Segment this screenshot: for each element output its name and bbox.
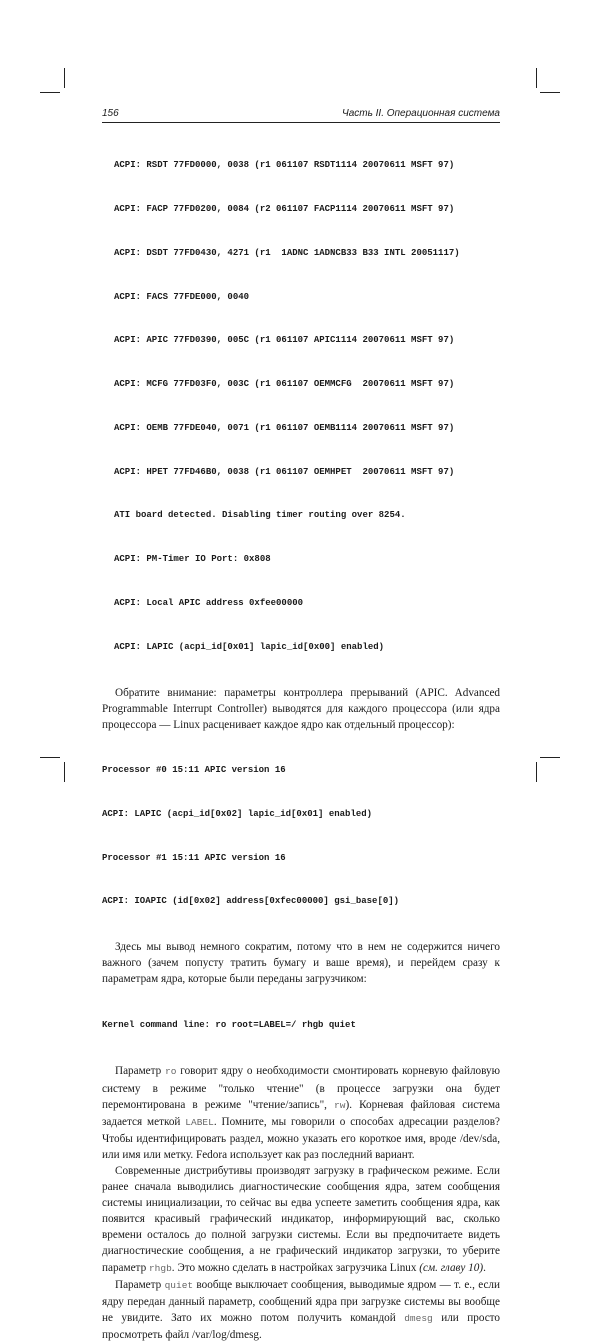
code-line: ACPI: LAPIC (acpi_id[0x02] lapic_id[0x01] enabled) (102, 808, 373, 819)
crop-mark (40, 92, 60, 93)
page-body (102, 129, 500, 1343)
code-line: ACPI: MCFG 77FD03F0, 003C (r1 061107 OEMMCFG 20070611 MSFT 97) (114, 379, 455, 390)
code-listing-processors (102, 734, 500, 938)
inline-code: dmesg (404, 1312, 433, 1324)
inline-code: ro (165, 1066, 177, 1078)
code-line: ACPI: IOAPIC (id[0x02] address[0xfec00000] gsi_base[0]) (102, 896, 400, 907)
code-line: ACPI: OEMB 77FDE040, 0071 (r1 061107 OEMB1114 20070611 MSFT 97) (114, 422, 455, 433)
paragraph-rhgb-param: Современные дистрибутивы производят загрузку в графическом режиме. Если ранее сначала выводились диагностические сообщения ядра, затем сообщения системы инициализации, то сейчас вы едва успеете заметить сообщения ядра, как появится красивый графический индикатор, информирующий вас, сколько времени осталось до полной загрузки системы. Если вы предпочитаете видеть диагностические сообщения, а не графический индикатор загрузки, то уберите параметр rhgb. Это можно сделать в настройках загрузчика Linux (см. главу 10). (102, 1164, 500, 1274)
crop-mark (540, 757, 560, 758)
paragraph-quiet-param: Параметр quiet вообще выключает сообщения, выводимые ядром — т. е., если ядру передан данный параметр, сообщений ядра при загрузке системы вы вообще не увидите. Зато их можно потом получить командой dmesg или просто просмотреть файл /var/log/dmesg. (102, 1278, 501, 1341)
code-line: ACPI: Local APIC address 0xfee00000 (114, 598, 304, 608)
book-page (102, 108, 500, 1343)
inline-code: rhgb (148, 1262, 172, 1274)
paragraph-apic: Обратите внимание: параметры контроллера прерываний (APIC. Advanced Programmable Interrupt Controller) выводятся для каждого процессора (или ядра процессора — Linux расценивает каждое ядро как отдельный процессор): (102, 686, 500, 731)
running-header (102, 108, 500, 123)
code-line: ACPI: HPET 77FD46B0, 0038 (r1 061107 OEMHPET 20070611 MSFT 97) (114, 466, 455, 477)
paragraph-kernel-params-intro: Здесь мы вывод немного сократим, потому что в нем не содержится ничего важного (зачем попусту тратить бумагу и ваше время), и перейдем сразу к параметрам ядра, которые были переданы загрузчиком: (102, 941, 500, 986)
code-line: ATI board detected. Disabling timer routing over 8254. (114, 510, 406, 521)
running-title: Часть II. Операционная система (341, 108, 500, 119)
crop-mark (40, 757, 60, 758)
code-line: ACPI: RSDT 77FD0000, 0038 (r1 061107 RSDT1114 20070611 MSFT 97) (114, 160, 455, 171)
code-line: ACPI: PM-Timer IO Port: 0x808 (114, 554, 271, 565)
code-line: ACPI: APIC 77FD0390, 005C (r1 061107 APIC1114 20070611 MSFT 97) (114, 335, 455, 346)
code-line: Kernel command line: ro root=LABEL=/ rhgb quiet (102, 1019, 356, 1030)
crop-mark (64, 762, 65, 782)
code-line: ACPI: LAPIC (acpi_id[0x01] lapic_id[0x00] enabled) (114, 641, 385, 652)
inline-code: rw (334, 1099, 346, 1111)
inline-code: LABEL (185, 1116, 214, 1128)
code-line: ACPI: FACS 77FDE000, 0040 (114, 291, 250, 302)
page-number: 156 (102, 108, 119, 119)
code-line: ACPI: DSDT 77FD0430, 4271 (r1 1ADNC 1ADNCB33 B33 INTL 20051117) (114, 247, 460, 258)
inline-code: quiet (164, 1279, 194, 1291)
crop-mark (536, 68, 537, 88)
crop-mark (540, 92, 560, 93)
cross-reference: (см. главу 10) (419, 1261, 484, 1274)
crop-mark (64, 68, 65, 88)
code-listing-acpi (102, 129, 500, 684)
code-listing-cmdline (102, 988, 500, 1061)
code-line: Processor #1 15:11 APIC version 16 (102, 852, 286, 863)
code-line: Processor #0 15:11 APIC version 16 (102, 765, 286, 776)
code-line: ACPI: FACP 77FD0200, 0084 (r2 061107 FACP1114 20070611 MSFT 97) (114, 203, 455, 214)
crop-mark (536, 762, 537, 782)
paragraph-ro-param: Параметр ro говорит ядру о необходимости смонтировать корневую файловую систему в режиме "только чтение" (в процессе загрузки она будет перемонтирована в режиме "чтение/запись", rw). Корневая файловая система задается меткой LABEL. Помните, мы говорили о способах адресации разделов? Чтобы идентифицировать раздел, можно указать его короткое имя, вроде /dev/sda, или имя или метку. Fedora использует как раз последний вариант. (102, 1065, 500, 1161)
